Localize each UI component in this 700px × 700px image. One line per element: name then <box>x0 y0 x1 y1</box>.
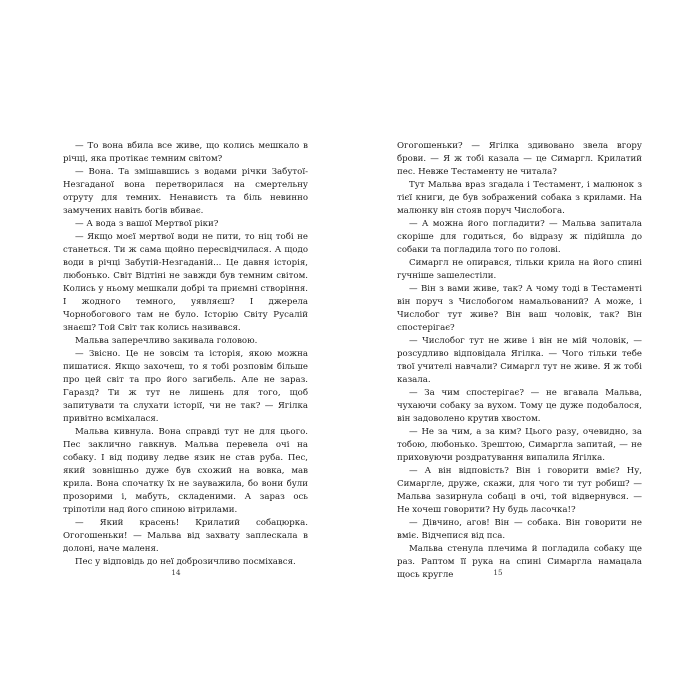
page-number-right: 15 <box>493 568 503 577</box>
right-page <box>397 140 642 582</box>
paragraph: — А вода з вашої Мертвої ріки? <box>75 219 219 229</box>
left-page <box>63 140 308 569</box>
paragraph: — Якщо моєї мертвої води не пити, то ніц тобі не станеться. Ти ж сама щойно пересвідчилася. А щодо води в річці Забутій-Незгаданій... Це давня історія, любонько. Світ Відтіні не завжди був темним світом. Колись у ньому мешкали добрі та приємні створіння. І жодного темного, уявляєш? І джерела Чорнобогового там не було. Історію Світу Русалій знаєш? Той Світ так колись називався. <box>63 232 308 333</box>
paragraph: Огогошеньки? — Ягілка здивовано звела вгору брови. — Я ж тобі казала — це Симаргл. Крилатий пес. Невже Тестаменту не читала? <box>397 141 642 177</box>
paragraph: Тут Мальва враз згадала і Тестамент, і малюнок з тієї книги, де був зображений собака з крилами. На малюнку він стояв поруч Числобога. <box>397 180 642 216</box>
page-number-left: 14 <box>171 568 181 577</box>
paragraph: Пес у відповідь до неї доброзичливо посміхався. <box>75 557 296 567</box>
paragraph: — А можна його погладити? — Мальва запитала скоріше для годиться, бо відразу ж підійшла до собаки та погладила того по голові. <box>397 219 642 255</box>
paragraph: — Не за чим, а за ким? Цього разу, очевидно, за тобою, любонько. Зрештою, Симаргла запитай, — не приховуючи роздратування випалила Ягілка. <box>397 427 642 463</box>
paragraph: Мальва заперечливо закивала головою. <box>75 336 258 346</box>
paragraph: Мальва кивнула. Вона справді тут не для цього. Пес заклично гавкнув. Мальва перевела очі на собаку. І від подиву ледве язик не став руба. Пес, який зовнішньо дуже був схожий на вовка, мав крила. Вона спочатку їх не зауважила, бо вони були прозорими і, мабуть, складеними. А зараз ось тріпотіли над його спиною вітрилами. <box>63 427 308 515</box>
paragraph: Симаргл не опирався, тільки крила на його спині гучніше зашелестіли. <box>397 258 642 281</box>
paragraph: — Він з вами живе, так? А чому тоді в Тестаменті він поруч з Числобогом намальований? А може, і Числобог тут живе? Він ваш чоловік, так? Він спостерігає? <box>397 284 642 333</box>
paragraph: — Звісно. Це не зовсім та історія, якою можна пишатися. Якщо захочеш, то я тобі розповім більше про цей світ та про його загибель. Але не зараз. Гаразд? Ти ж тут не лишень для того, щоб запитувати та слухати історії, чи не так? — Ягілка привітно всміхалася. <box>63 349 308 424</box>
paragraph: — Який красень! Крилатий собацюрка. Огогошеньки! — Мальва від захвату заплескала в долоні, наче маленя. <box>63 518 308 554</box>
paragraph: — За чим спостерігає? — не вгавала Мальва, чухаючи собаку за вухом. Тому це дуже подобалося, він задоволено крутив хвостом. <box>397 388 642 424</box>
paragraph: — Числобог тут не живе і він не мій чоловік, — розсудливо відповідала Ягілка. — Чого тільки тебе твої учителі навчали? Симаргл тут не живе. Я ж тобі казала. <box>397 336 642 385</box>
paragraph: — Дівчино, агов! Він — собака. Він говорити не вміє. Відчепися від пса. <box>397 518 642 541</box>
paragraph: — То вона вбила все живе, що колись мешкало в річці, яка протікає темним світом? <box>63 141 308 164</box>
paragraph: Мальва стенула плечима й погладила собаку ще раз. Раптом її рука на спині Симаргла намацала щось кругле <box>397 544 642 580</box>
paragraph: — А він відповість? Він і говорити вміє? Ну, Симаргле, друже, скажи, для чого ти тут робиш? — Мальва зазирнула собаці в очі, той відвернувся. — Не хочеш говорити? Ну будь ласочка!? <box>397 466 642 515</box>
paragraph: — Вона. Та змішавшись з водами річки Забутої-Незгаданої вона перетворилася на смертельну отруту для темних. Ненависть та біль невинно замучених навіть богів вбиває. <box>63 167 308 216</box>
